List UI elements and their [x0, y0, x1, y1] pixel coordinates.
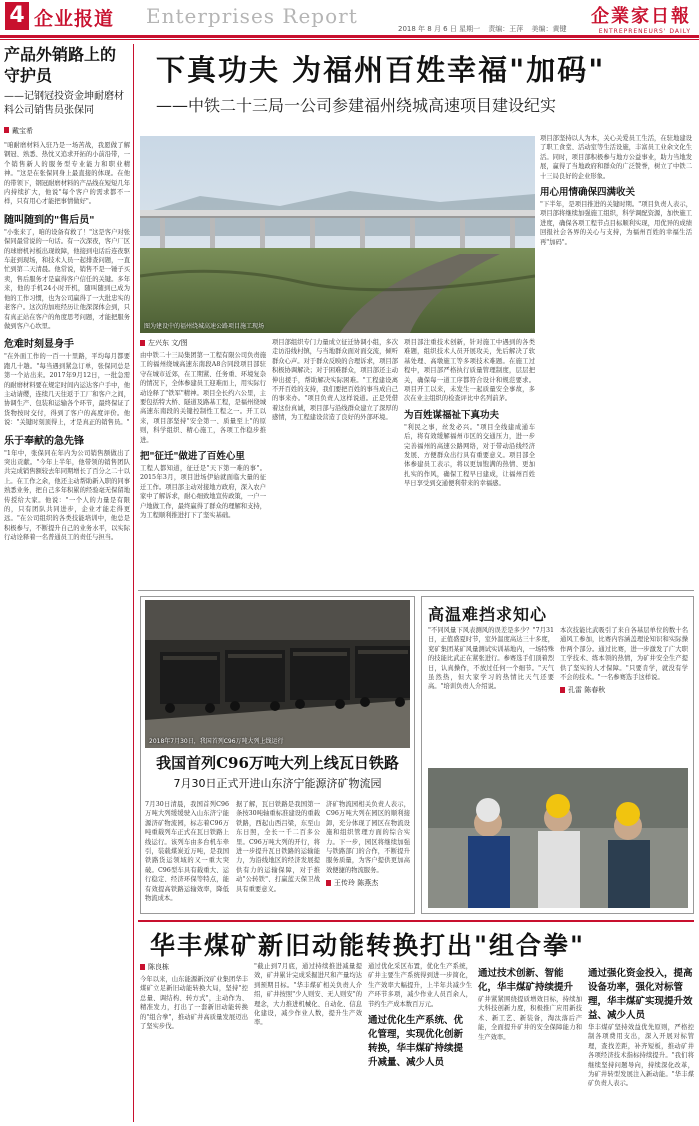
- section-divider: [138, 590, 694, 591]
- lead-column-4: [540, 134, 692, 247]
- rail-column-3-text: 济矿物流园相关负责人表示，C96万吨大列在园区的顺利接卸，充分体现了园区在物流设施和组织管理方面的综合实力。下一步，园区将继续加强与铁路部门的合作，不断提升服务质量，为客户提供更加高效便捷的物流服务。: [326, 801, 410, 874]
- sidebar-section-3: "1年中，张保同在年内为公司销售额做出了突出贡献。"今年上半年，他带领的销售团队共完成销售额较去年同期增长了百分之二十以上。在工作之余，他还主动帮助新入职的同事熟悉业务，把自己多年积累的经验毫无保留地传授给大家。他说："一个人的力量是有限的，只有团队共同进步，企业才能走得更远。"在公司组织的各类技能培训中，他总是积极参与，不断提升自己的业务水平，以实际行动诠释着一名普通员工的责任与担当。: [4, 449, 130, 542]
- lead-heading-4: 用心用情确保四满收关: [540, 187, 636, 199]
- sidebar-section-1: "小张来了，咱的设备有救了！"这是客户对张保同最常说的一句话。有一次深夜，客户厂区的球磨机衬板出现故障，他接到电话后连夜驱车赶到现场，和技术人员一起排查问题，一直忙到第二天清晨。他常说，销售不是一锤子买卖，售后服务才是赢得客户信任的关键。多年来，他的手机24小时开机，随叫随到已成为他的工作习惯，也为公司赢得了一大批忠实的老客户。这次的加班经历让他深深体会到，只有真正站在客户的角度思考问题，才能把服务做到客户心坎里。: [4, 228, 130, 330]
- coal-headline: 华丰煤矿新旧动能转换打出"组合拳": [150, 931, 586, 960]
- lead-column-3b-text: "利民之事，丝发必兴。"项目全线建成通车后，将有效缓解福州市区的交通压力，进一步完善福州的高速公路网络，对于带动沿线经济发展、方便群众出行具有重要意义。项目部全体参建员工表示，将以更加饱满的热情、更加扎实的作风，确保工程早日建成，让福州百姓早日享受到交通便利带来的幸福感。: [404, 423, 535, 488]
- sidebar-subtitle: ——记钢冠投资金坤耐磨材料公司销售员张保同: [4, 91, 124, 116]
- rail-column-1: [145, 800, 229, 903]
- lead-column-1: [140, 338, 266, 521]
- section-title-en: Enterprises Report: [146, 4, 358, 28]
- freight-train-photo: [145, 600, 410, 748]
- hot-story-title: 高温难挡求知心: [428, 605, 548, 624]
- lead-headline: 下真功夫 为福州百姓幸福"加码": [156, 53, 606, 87]
- coal-column-5-text: 华丰煤矿坚持效益优先原则，严格控制各项费用支出，深入开展对标管理，查找差距，补齐短板，推动矿井各项经济技术指标持续提升。"我们将继续坚持问题导向，持续深化改革，为矿井转型发展注入新动能。"华丰煤矿负责人表示。: [588, 1024, 694, 1088]
- lead-byline: 左兴东 文/图: [140, 338, 266, 348]
- coal-column-2: [254, 962, 362, 1028]
- issue-date: 2018 年 8 月 6 日 星期一: [398, 25, 481, 33]
- sidebar-heading-2: 危难时刻显身手: [4, 339, 74, 351]
- coal-column-5: [588, 962, 694, 1089]
- sidebar-heading-1: 随叫随到的"售后员": [4, 214, 95, 226]
- coal-column-3-text: 通过优化采区布置，优化生产系统，矿井主要生产系统得到进一步简化，生产效率大幅提升，上半年共减少生产环节多项，减少作业人员百余人，节约生产成本数百万元。: [368, 963, 472, 1008]
- page-number: 4: [5, 2, 29, 30]
- hot-column-1-text: "不同风量下风表测风的误差是多少？"7月31日，正值盛夏时节，室外温度高达三十多度，兖矿集团某矿风量测试实训基地内，一场特殊的技能比武正在紧张进行。参赛选手们顶着烈日，认真操作，不放过任何一个细节。"天气虽然热，但大家学习的热情比天气还要高。"培训负责人介绍说。: [428, 627, 554, 691]
- sidebar-article: [4, 44, 130, 1124]
- rail-heading-block: [145, 752, 410, 791]
- lead-column-2-text: 项目部组织专门力量成立征迁协调小组，多次走访沿线村镇，与当地群众面对面交流，倾听群众心声。对于群众反映的合理诉求，项目部积极协调解决；对于困难群众，项目部还主动伸出援手，帮助解决实际困难。"工程建设离不开百姓的支持，我们要把百姓的事当成自己的事来办。"项目负责人这样说道。正是凭借着这份真诚，项目部与沿线群众建立了深厚的感情，为工程建设营造了良好的外部环境。: [272, 339, 398, 422]
- newspaper-brand: [591, 2, 691, 35]
- lead-column-1-text: 由中铁二十三局集团第一工程有限公司负责施工的福州绕城高速东南段A8合同段项目部驻守在城市近郊，在工期紧、任务重、环境复杂的情况下，全体参建员工迎难而上，用实际行动诠释了"铁军"精神。项目全长约六公里，主要包括特大桥、隧道及路基工程，是福州绕城高速东南段的关键控制性工程之一。开工以来，项目部坚持"安全第一、质量至上"的原则，科学组织、精心施工，各项工作稳步推进。: [140, 352, 266, 444]
- sidebar-byline: 戴宝希: [4, 125, 37, 137]
- lead-photo: [140, 136, 535, 333]
- workers-training-photo: [428, 768, 688, 908]
- sidebar-title: 产品外销路上的守护员: [4, 45, 117, 85]
- hot-byline: 孔雷 陈春秋: [560, 685, 688, 695]
- coal-column-2-text: "截止到7月底，通过持续推进减量提效，矿井累计完成采掘进尺和产量均达到预期目标。"华丰煤矿相关负责人介绍，矿井按照"少人则安、无人则安"的理念，大力推进机械化、自动化、信息化建设，减少作业人数，提升生产效率。: [254, 963, 362, 1027]
- rail-column-2-text: 据了解，瓦日铁路是我国第一条按30吨轴重标准建设的重载铁路，西起山西吕梁，东至山东日照，全长一千二百多公里。C96万吨大列的开行，将进一步提升瓦日铁路的运输能力，为沿线地区的经济发展提供有力的运输保障，对于推动"公转铁"、打赢蓝天保卫战具有重要意义。: [236, 801, 320, 893]
- column-divider: [133, 44, 134, 1122]
- lead-headline-block: [138, 48, 693, 128]
- lead-heading-3: 为百姓谋福祉下真功夫: [404, 409, 500, 421]
- rail-column-1-text: 7月30日清晨，我国首列C96万吨大列缓缓驶入山东济宁能源济矿物流园，标志着C96万吨重载列车正式在瓦日铁路上线运行。该列车由多台机车牵引，装载煤炭近万吨，是我国铁路货运领域的又一重大突破。C96型车具有载重大、运行稳定、经济环保等特点，能有效提高铁路运输效率，降低物流成本。: [145, 801, 229, 903]
- coal-section-rule: [138, 920, 694, 922]
- lead-column-1b-text: 工程人都知道，征迁是"天下第一难的事"。2015年3月，项目进场伊始就面临大量的征迁工作。项目部主动对接地方政府，深入农户家中了解诉求，耐心细致地宣传政策，一户一户地做工作，最终赢得了群众的理解和支持，为工程顺利推进打下了坚实基础。: [140, 465, 266, 520]
- coal-heading-5: 通过强化资金投入，提高设备功率，强化对标管理，华丰煤矿实现提升效益、减少人员: [588, 968, 693, 1021]
- rail-title: 我国首列C96万吨大列上线瓦日铁路: [156, 754, 399, 772]
- coal-column-1: [140, 962, 248, 1031]
- coal-heading-3: 通过优化生产系统、优化管理，实现优化创新转换，华丰煤矿持续提升减量、减少人员: [368, 1015, 464, 1069]
- sidebar-heading-3: 乐于奉献的急先锋: [4, 435, 84, 447]
- coal-headline-block: [150, 926, 694, 962]
- lead-photo-caption: 图为建设中的福州绕城高速公路项目施工现场: [144, 323, 265, 330]
- lead-column-4-text: 项目部坚持以人为本，关心关爱员工生活，在驻地建设了职工食堂、活动室等生活设施，丰富员工业余文化生活。同时，项目部积极参与地方公益事业，助力当地发展，赢得了当地政府和群众的广泛赞誉，树立了中铁二十三局良好的企业形象。: [540, 135, 692, 180]
- rail-subtitle: 7月30日正式开进山东济宁能源济矿物流园: [173, 777, 382, 790]
- lead-column-2: [272, 338, 398, 423]
- designer-credit: 美编：黄键: [531, 25, 567, 33]
- rail-photo: [145, 600, 410, 748]
- sidebar-section-2: "在外面工作的一百一十里路，平均每月都要跑几十趟。"每当遇到紧急订单，张保同总是第一个站出来。2017年9月12日，一批急需的耐磨材料要在规定时间内运达客户手中，他主动请缨，连续几天往返于工厂和客户之间，协调生产、包装和运输各个环节，最终保证了货物按时交付，得到了客户的高度评价。他说："关键时刻顶得上，才是真正的销售员。": [4, 353, 130, 427]
- coal-column-3: [368, 962, 472, 1070]
- top-rule: [0, 35, 699, 38]
- coal-column-4-text: 矿井紧紧围绕提质增效目标，持续加大科技创新力度，积极推广应用新技术、新工艺、新装备，淘汰落后产能，全面提升矿井的安全保障能力和生产效率。: [478, 996, 582, 1041]
- hot-column-2-text: 本次技能比武吸引了来自各基层单位的数十名通风工参加，比赛内容涵盖理论知识和实际操作两个部分。通过比赛，进一步激发了广大职工学技术、练本领的热情，为矿井安全生产提供了坚实的人才保障。"只要肯学，就没有学不会的技术。"一名参赛选手这样说。: [560, 627, 688, 682]
- coal-column-1-text: 今年以来，山东能源新汶矿业集团华丰煤矿立足新旧动能转换大局，坚持"控总量、调结构、转方式"，主动作为、精准发力，打出了一套新旧动能转换的"组合拳"，推动矿井高质量发展迈出了坚实步伐。: [140, 976, 248, 1031]
- top-rule-thin: [0, 39, 699, 40]
- lead-heading-1: 把"征迁"做进了百姓心里: [140, 451, 245, 463]
- rail-photo-caption: 2018年7月30日，我国首列C96万吨大列上线运行: [149, 738, 284, 745]
- lead-column-4b-text: "下半年，是项目推进的关键时期。"项目负责人表示，项目部将继续加强施工组织，科学调配资源，加快施工进度，确保各项工程节点目标顺利实现，用优异的成绩回报社会各界的关心与支持，为福州百姓的幸福生活再"加码"。: [540, 201, 692, 246]
- coal-byline: 陈良栋: [140, 962, 248, 972]
- hot-column-1: [428, 626, 554, 692]
- brand-name: 企業家日報: [591, 6, 691, 27]
- hot-photo: [428, 768, 688, 908]
- hot-column-2: [560, 626, 688, 695]
- masthead: [0, 0, 699, 35]
- highway-construction-photo: [140, 136, 535, 333]
- rail-column-3: [326, 800, 410, 888]
- coal-heading-4: 通过技术创新、智能化，华丰煤矿持续提升: [478, 968, 574, 993]
- issue-line: [398, 24, 573, 34]
- editor-credit: 责编：王萍: [488, 25, 524, 33]
- coal-column-4: [478, 962, 582, 1042]
- sidebar-intro: "咱耐磨材料入驻乃是一场苦战，我愿做了解钢冠、熟悉、热忱又追求开拓的小前沿带，一个销售新人的服务型专业能力和职业精神。"这是在张保同身上最直接的体现。在他的带领下，钢冠耐磨材料的产品线在短短几年内持续扩大，他说"每个客户的需求都不一样，只有用心才能把事情做好"。: [4, 142, 130, 206]
- brand-name-en: ENTREPRENEURS' DAILY: [598, 28, 691, 35]
- lead-column-3: [404, 338, 535, 489]
- rail-column-2: [236, 800, 320, 894]
- rail-byline: 王传玲 陈燕杰: [326, 878, 410, 888]
- lead-subhead: ——中铁二十三局一公司参建福州绕城高速项目建设纪实: [156, 96, 557, 115]
- lead-column-3-text: 项目部注重技术创新，针对施工中遇到的各类难题，组织技术人员开展攻关，先后解决了软基处理、高墩施工等多项技术难题。在施工过程中，项目部严格执行质量管理制度，层层把关，确保每一道工序都符合设计和规范要求。项目开工以来，未发生一起质量安全事故，多次在业主组织的检查评比中名列前茅。: [404, 339, 535, 403]
- section-title: 企业报道: [34, 8, 115, 30]
- hot-story-heading: [428, 602, 688, 625]
